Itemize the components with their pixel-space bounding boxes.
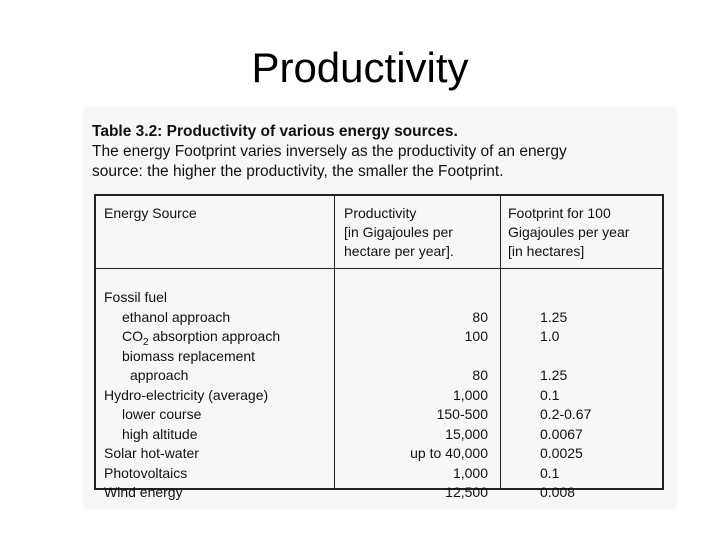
energy-source-column	[104, 288, 334, 503]
header-footprint: Footprint for 100 Gigajoules per year [in hectares]	[508, 205, 630, 259]
table-row-source: Hydro-electricity (average)	[104, 386, 269, 403]
productivity-column	[336, 288, 488, 503]
table-row-footprint: 0.0025	[540, 445, 583, 461]
table-row-productivity: 1,000	[452, 386, 488, 403]
table-row-footprint: 1.25	[540, 367, 568, 383]
table-row-source: $CO_2$ absorption approach	[122, 328, 281, 348]
table-row-productivity: 100	[464, 328, 488, 344]
table-row-footprint: 0.2-0.67	[540, 406, 592, 422]
footprint-column	[540, 288, 650, 503]
table-row-footprint: 0.008	[540, 484, 576, 500]
column-divider	[500, 196, 501, 488]
scanned-table-image	[84, 108, 676, 508]
table-row-source: Fossil fuel	[104, 289, 168, 305]
table-row-footprint: 0.1	[540, 464, 560, 481]
caption-line-1: The energy Footprint varies inversely as the productivity of an energy	[92, 143, 567, 160]
table-row-source: high altitude	[122, 425, 198, 442]
table-row-source: Solar hot-water	[104, 445, 199, 461]
table-caption	[92, 122, 652, 182]
table-row-productivity: 1,000	[452, 464, 488, 481]
table-row-footprint	[540, 347, 650, 367]
table-row-productivity: 80	[472, 367, 488, 383]
header-productivity: Productivity [in Gigajoules per hectare per year].	[344, 205, 454, 259]
table-row-footprint: 1.0	[540, 328, 560, 344]
table-row-productivity	[336, 347, 488, 367]
table-row-source: Wind energy	[104, 484, 183, 500]
table-row-footprint: 0.0067	[540, 425, 583, 442]
table-number: Table 3.2:	[92, 123, 163, 140]
table-row-productivity: 150-500	[436, 406, 488, 422]
table-title: Productivity of various energy sources.	[166, 123, 458, 140]
table-row-source: Photovoltaics	[104, 464, 188, 481]
table-row-productivity: 12,500	[445, 484, 488, 500]
header-divider	[96, 268, 662, 269]
column-divider	[334, 196, 335, 488]
table-row-source: ethanol approach	[122, 308, 231, 325]
table-row-footprint: 1.25	[540, 308, 568, 325]
table-row-footprint	[540, 288, 650, 308]
table-row-productivity: 80	[472, 308, 488, 325]
table-row-footprint: 0.1	[540, 386, 560, 403]
table-row-productivity: up to 40,000	[410, 445, 488, 461]
header-energy-source: Energy Source	[104, 205, 197, 221]
slide-title: Productivity	[251, 44, 469, 91]
table-row-source: approach	[130, 367, 189, 383]
table-row-source: lower course	[122, 406, 202, 422]
table-row-productivity: 15,000	[445, 425, 488, 442]
table-row-source: biomass replacement	[122, 347, 256, 364]
caption-line-2: source: the higher the productivity, the smaller the Footprint.	[92, 163, 504, 180]
energy-table	[94, 194, 664, 500]
table-row-productivity	[336, 288, 488, 308]
